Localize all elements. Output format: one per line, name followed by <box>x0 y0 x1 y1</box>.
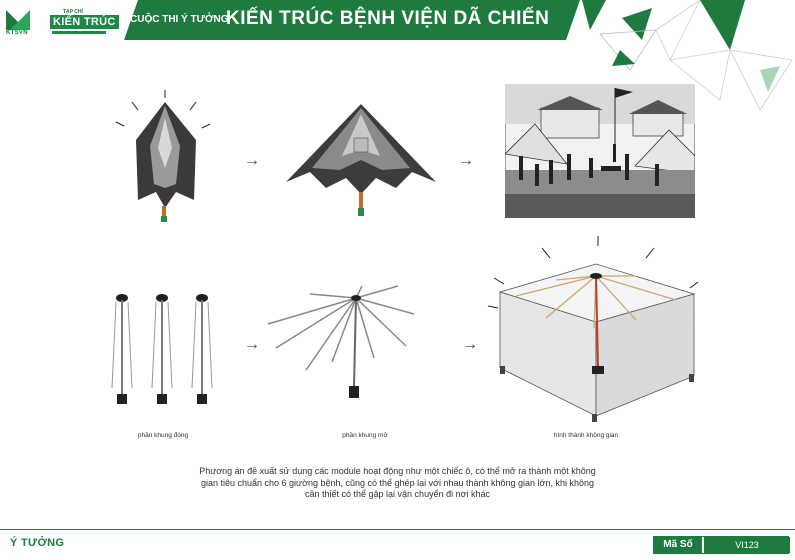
logo-tapchi-text: TẠP CHÍ <box>63 9 83 15</box>
header <box>0 0 795 52</box>
ktsvn-logo-icon <box>4 6 40 42</box>
caption-open-frame: phần khung mở <box>342 432 388 439</box>
footer-code-box <box>653 536 789 554</box>
space-module-illustration <box>486 236 708 426</box>
description-line-2: gian tiêu chuẩn cho 6 giường bệnh, cũng có thể ghép lại với nhau thành không gian lớn, khi không <box>200 477 594 488</box>
caption-space-formation: hình thành không gian <box>553 432 619 439</box>
footer-code-label: Mã Số <box>654 537 702 553</box>
description-line-1: Phương án đề xuất sử dụng các module hoạt động như một chiếc ô, có thể mở ra thành một không <box>199 466 596 476</box>
logo-kientruc-text: KIẾN TRÚC <box>50 15 119 29</box>
arrow-icon-3: → <box>244 336 260 353</box>
description-line-3: cần thiết có thể gập lại vận chuyển đi nơi khác <box>304 489 491 499</box>
logo-underline <box>52 31 106 34</box>
open-frame-illustration <box>266 284 416 406</box>
closed-frame-illustration <box>100 290 222 408</box>
footer-section-label: Ý TƯỞNG <box>10 537 65 549</box>
footer-code-value: VI123 <box>702 537 790 553</box>
arrow-icon-4: → <box>462 336 478 353</box>
caption-closed-frame: phần khung đóng <box>137 432 189 439</box>
description-text <box>170 466 625 501</box>
field-hospital-engraving-image <box>505 84 695 218</box>
logo-ktsvn-text: KTSVN <box>6 30 28 36</box>
banner-title: KIẾN TRÚC BỆNH VIỆN DÃ CHIẾN <box>226 8 550 29</box>
footer-divider <box>0 529 795 530</box>
arrow-icon-1: → <box>244 152 260 169</box>
closed-umbrella-illustration <box>110 88 220 228</box>
banner-subtitle: CUỘC THI Ý TƯỞNG <box>130 14 229 25</box>
arrow-icon-2: → <box>458 152 474 169</box>
open-umbrella-illustration <box>282 98 440 222</box>
